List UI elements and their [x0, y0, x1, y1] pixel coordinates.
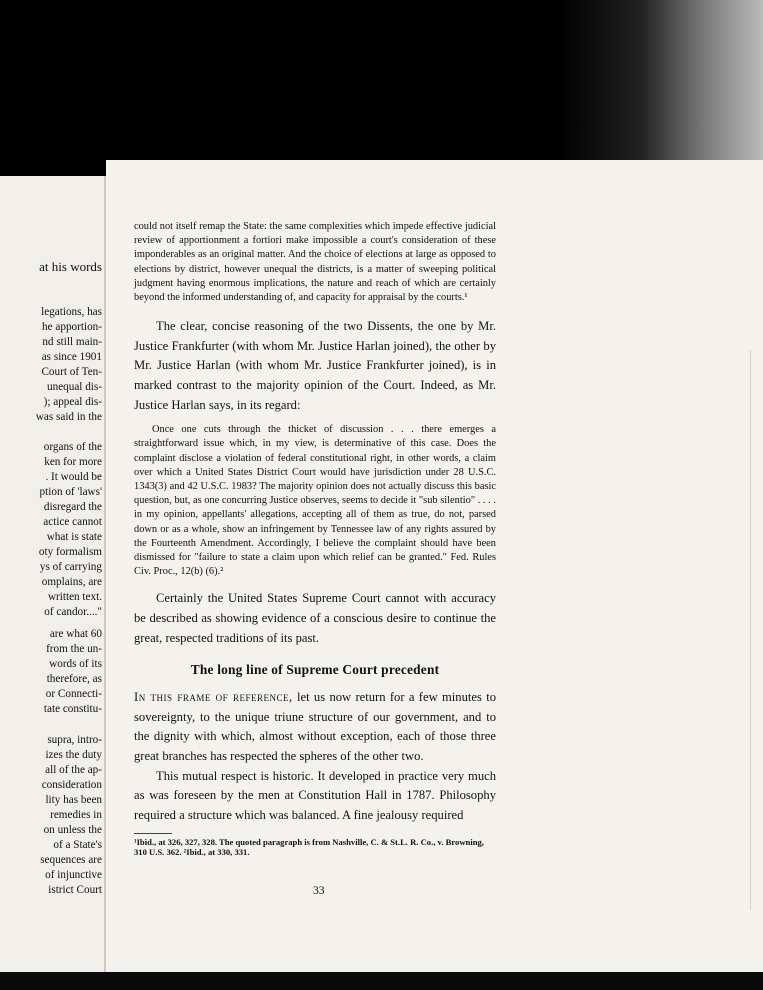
left-page-line: all of the ap- [45, 764, 102, 776]
paragraph-dissents: The clear, concise reasoning of the two Dissents, the one by Mr. Justice Frankfurter (with whom Mr. Justice Harlan joined), the other by Mr. Justice Harlan (with whom Mr. Justice Frankfurter joined), is in marked contrast to the majority opinion of the Court. Indeed, as Mr. Justice Harlan says, in its regard: [134, 319, 496, 412]
paragraph-frame-rest: let us now return for a few minutes to sovereignty, to the unique triune structure of our government, and to the dignity with which, almost without exception, each of those three great branches has respected the spheres of the other two. [134, 690, 496, 763]
bottom-scan-edge [0, 972, 763, 990]
left-page-line: words of its [49, 658, 102, 670]
left-page-line: remedies in [50, 809, 102, 821]
left-page-line: istrict Court [48, 884, 102, 896]
left-page-line: at his words [39, 259, 102, 274]
right-page [106, 160, 763, 976]
left-page-line: legations, has [41, 306, 102, 318]
block-quote-2 [134, 423, 496, 579]
left-page [0, 176, 106, 976]
left-page-line: was said in the [35, 411, 102, 423]
left-page-line: nd still main- [42, 336, 102, 348]
left-page-line: tate constitu- [43, 703, 102, 715]
left-page-line: actice cannot [43, 516, 102, 528]
paragraph-frame-of-reference [134, 688, 496, 766]
left-page-line: written text. [47, 591, 102, 603]
block-quote-1 [134, 220, 496, 305]
left-page-line: from the un- [46, 643, 102, 655]
page-edge-line [750, 350, 751, 910]
left-page-line: consideration [41, 779, 102, 791]
left-page-line: of injunctive [45, 869, 102, 881]
left-page-line: sequences are [40, 854, 102, 866]
left-page-line: unequal dis- [47, 381, 102, 393]
paragraph-certainly: Certainly the United States Supreme Court cannot with accuracy be described as showing evidence of a conscious desire to continue the great, respected traditions of its past. [134, 591, 496, 645]
left-page-line: ys of carrying [39, 561, 102, 573]
section-heading: The long line of Supreme Court precedent [190, 662, 440, 678]
left-page-line: as since 1901 [41, 351, 102, 363]
left-page-line: he apportion- [42, 321, 102, 333]
left-page-line: Court of Ten- [41, 366, 102, 378]
left-page-line: of candor...." [44, 606, 102, 618]
footnote-rule [134, 833, 172, 834]
left-page-line: . It would be [45, 471, 102, 483]
left-page-line: lity has been [45, 794, 102, 806]
left-page-line: supra, intro- [47, 734, 102, 746]
paragraph-mutual-respect: This mutual respect is historic. It developed in practice very much as was foreseen by the men at Constitution Hall in 1787. Philosophy required a structure which was balanced. A fine jealousy required [134, 768, 496, 822]
left-page-line: are what 60 [49, 628, 102, 640]
scan-edge-noise [560, 0, 763, 165]
left-page-line: disregard the [43, 501, 102, 513]
left-page-line: oty formalism [38, 546, 102, 558]
left-page-line: of a State's [53, 839, 102, 851]
left-page-line: organs of the [43, 441, 102, 453]
quote-2-text: Once one cuts through the thicket of discussion . . . there emerges a straightforward issue which, in my view, is determinative of this case. Does the complaint disclose a violation of federal constitutional right, in other words, a claim over which a United States District Court would have jurisdiction under 28 U.S.C. 1343(3) and 42 U.S.C. 1983? The majority opinion does not actually discuss this basic question, but, as one concurring Justice observes, seems to decide it "sub silentio" . . . . in my opinion, appellants' allegations, accepting all of them as true, do not, parsed down or as a whole, show an infringement by Tennessee law of any rights assured by the Fourteenth Amendment. Accordingly, I believe the complaint should have been dismissed for "failure to state a claim upon which relief can be granted." Fed. Rules Civ. Proc., 12(b) (6).² [134, 424, 496, 578]
lead-in-smallcaps: In this frame of reference, [134, 690, 293, 705]
left-page-line: omplains, are [41, 576, 102, 588]
left-page-line: izes the duty [45, 749, 102, 761]
quote-1-text: could not itself remap the State: the same complexities which impede effective judicial review of apportionment a fortiori make impossible a court's consideration of these imponderables as an original matter. And the choice of elections at large as opposed to elections by district, however unequal the districts, is a matter of sweeping political judgment having enormous implications, the nature and reach of which are certainly beyond the informed understanding of, and capacity for appraisal by the courts.¹ [134, 221, 496, 304]
page-number: 33 [313, 884, 325, 897]
left-page-line: or Connecti- [45, 688, 102, 700]
left-page-line: therefore, as [46, 673, 102, 685]
left-page-line: ption of 'laws' [39, 486, 102, 498]
footnotes: ¹Ibid., at 326, 327, 328. The quoted paragraph is from Nashville, C. & St.L. R. Co., v. Browning, 310 U.S. 362. ²Ibid., at 330, 331. [134, 837, 484, 858]
page-content [134, 220, 496, 857]
left-page-line: what is state [46, 531, 102, 543]
left-page-line: on unless the [43, 824, 102, 836]
left-page-line: ken for more [44, 456, 102, 468]
left-page-line: ); appeal dis- [43, 396, 102, 408]
